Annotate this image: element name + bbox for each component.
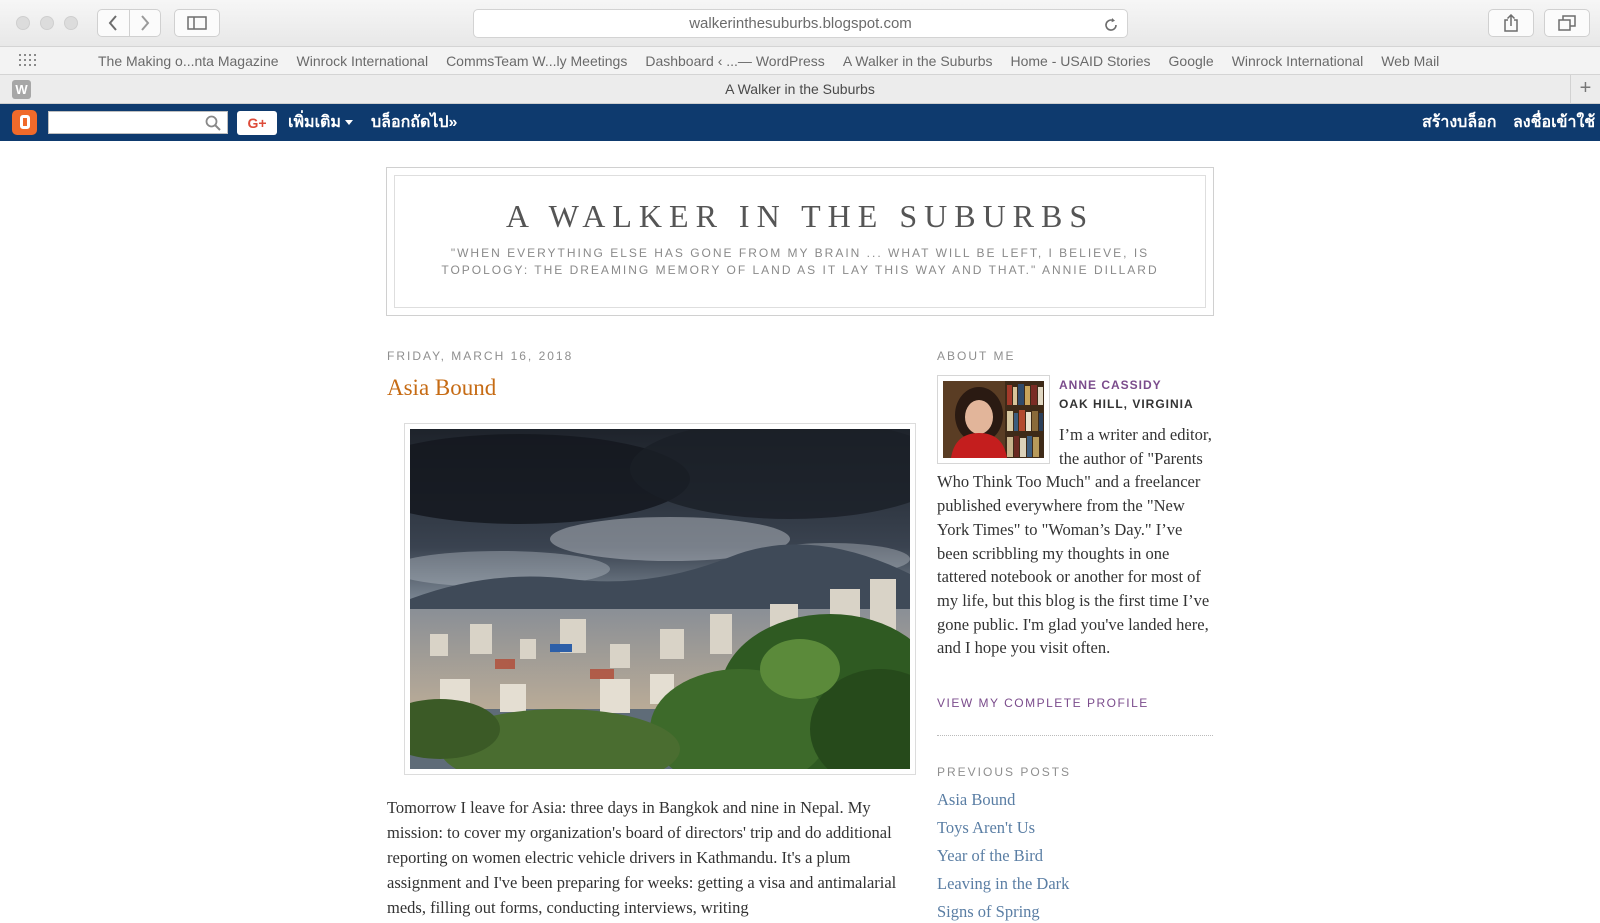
address-url: walkerinthesuburbs.blogspot.com xyxy=(689,15,912,32)
more-menu-label: เพิ่มเติม xyxy=(288,114,341,131)
bookmark-item[interactable]: The Making o...nta Magazine xyxy=(98,53,279,69)
search-icon[interactable] xyxy=(205,115,221,131)
tab-bar xyxy=(0,75,1600,104)
more-menu[interactable] xyxy=(288,104,353,141)
tab-overview-button[interactable] xyxy=(1544,9,1590,37)
back-button[interactable] xyxy=(98,10,130,36)
blogger-navbar xyxy=(0,104,1600,141)
post-title[interactable]: Asia Bound xyxy=(387,375,497,400)
avatar-spacer xyxy=(937,423,1059,470)
about-me-heading: ABOUT ME xyxy=(937,349,1016,363)
zoom-window-button[interactable] xyxy=(64,16,78,30)
tabs-icon xyxy=(1558,15,1576,31)
blogger-logo-icon[interactable] xyxy=(12,110,37,135)
bookmark-list xyxy=(89,47,1448,75)
sidebar-toggle-button[interactable] xyxy=(174,9,220,37)
about-me-text-block xyxy=(937,423,1215,660)
sign-in-link[interactable]: ลงชื่อเข้าใช้ xyxy=(1513,114,1596,131)
bookmark-item[interactable]: Web Mail xyxy=(1381,53,1440,69)
active-tab-title[interactable]: A Walker in the Suburbs xyxy=(725,81,875,97)
previous-post-link[interactable]: Toys Aren't Us xyxy=(937,818,1036,837)
post-body: Tomorrow I leave for Asia: three days in Bangkok and nine in Nepal. My mission: to cover my organization's board of directors' trip and do additional reporting on women electric vehicle drivers in Kathmandu. It's a plum assignment and I've been preparing for weeks: getting a visa and antimalarial meds, filling out forms, conducting interviews, writing xyxy=(387,798,897,917)
bookmark-item[interactable]: Home - USAID Stories xyxy=(1010,53,1151,69)
reload-icon[interactable] xyxy=(1103,15,1119,42)
author-location: OAK HILL, VIRGINIA xyxy=(1059,397,1194,411)
previous-posts-heading: PREVIOUS POSTS xyxy=(937,765,1072,779)
next-blog-link[interactable]: บล็อกถัดไป» xyxy=(371,114,458,131)
bookmark-item[interactable]: Google xyxy=(1168,53,1214,69)
previous-post-link[interactable]: Signs of Spring xyxy=(937,902,1040,921)
history-nav xyxy=(97,9,161,37)
view-profile-link[interactable]: VIEW MY COMPLETE PROFILE xyxy=(937,696,1149,710)
sidebar-icon xyxy=(187,16,207,30)
browser-toolbar xyxy=(0,0,1600,47)
caret-down-icon xyxy=(345,120,353,125)
previous-post-link[interactable]: Year of the Bird xyxy=(937,846,1044,865)
sidebar-divider xyxy=(937,735,1213,736)
share-button[interactable] xyxy=(1488,9,1534,37)
chevron-right-icon xyxy=(140,15,150,31)
previous-post-link[interactable]: Asia Bound xyxy=(937,790,1016,809)
bookmark-item[interactable]: CommsTeam W...ly Meetings xyxy=(446,53,628,69)
previous-post-link[interactable]: Leaving in the Dark xyxy=(937,874,1070,893)
create-blog-link[interactable]: สร้างบล็อก xyxy=(1422,114,1497,131)
google-plus-button[interactable]: G+ xyxy=(237,111,277,135)
new-tab-button[interactable]: + xyxy=(1570,75,1600,103)
minimize-window-button[interactable] xyxy=(40,16,54,30)
bookmark-item[interactable]: A Walker in the Suburbs xyxy=(842,53,993,69)
pinned-tab-favicon[interactable]: W xyxy=(12,80,31,99)
bookmark-item[interactable]: Winrock International xyxy=(296,53,429,69)
blog-search-input[interactable] xyxy=(48,111,228,134)
blog-title[interactable]: A WALKER IN THE SUBURBS xyxy=(505,198,1095,234)
previous-posts-list xyxy=(937,786,1069,923)
blog-header xyxy=(386,167,1214,316)
post-date: FRIDAY, MARCH 16, 2018 xyxy=(387,349,574,363)
post-image-frame xyxy=(404,423,916,775)
author-name-link[interactable]: ANNE CASSIDY xyxy=(1059,378,1162,392)
close-window-button[interactable] xyxy=(16,16,30,30)
bookmarks-bar xyxy=(0,47,1600,75)
about-me-text: I’m a writer and editor, the author of "Parents Who Think Too Much" and a freelancer published everywhere from the "New York Times" to "Woman’s Day." I’ve been scribbling my thoughts in one tattered notebook or another for most of my life, but this blog is the first time I’ve gone public. I'm glad you've landed here, and I hope you visit often. xyxy=(937,425,1212,658)
bookmark-item[interactable]: Dashboard ‹ ...— WordPress xyxy=(645,53,825,69)
forward-button[interactable] xyxy=(130,10,161,36)
top-sites-grid-icon[interactable] xyxy=(19,54,37,68)
blog-header-inner xyxy=(394,175,1206,308)
chevron-left-icon xyxy=(108,15,118,31)
share-icon xyxy=(1503,14,1519,32)
post-image-kathmandu[interactable] xyxy=(410,429,910,769)
bookmark-item[interactable]: Winrock International xyxy=(1231,53,1364,69)
address-bar[interactable] xyxy=(473,9,1128,38)
blog-description: "WHEN EVERYTHING ELSE HAS GONE FROM MY BRAIN ... WHAT WILL BE LEFT, I BELIEVE, IS TOPOLOGY: THE DREAMING MEMORY OF LAND AS IT LAY THIS WAY AND THAT." ANNIE DILLARD xyxy=(441,246,1159,277)
